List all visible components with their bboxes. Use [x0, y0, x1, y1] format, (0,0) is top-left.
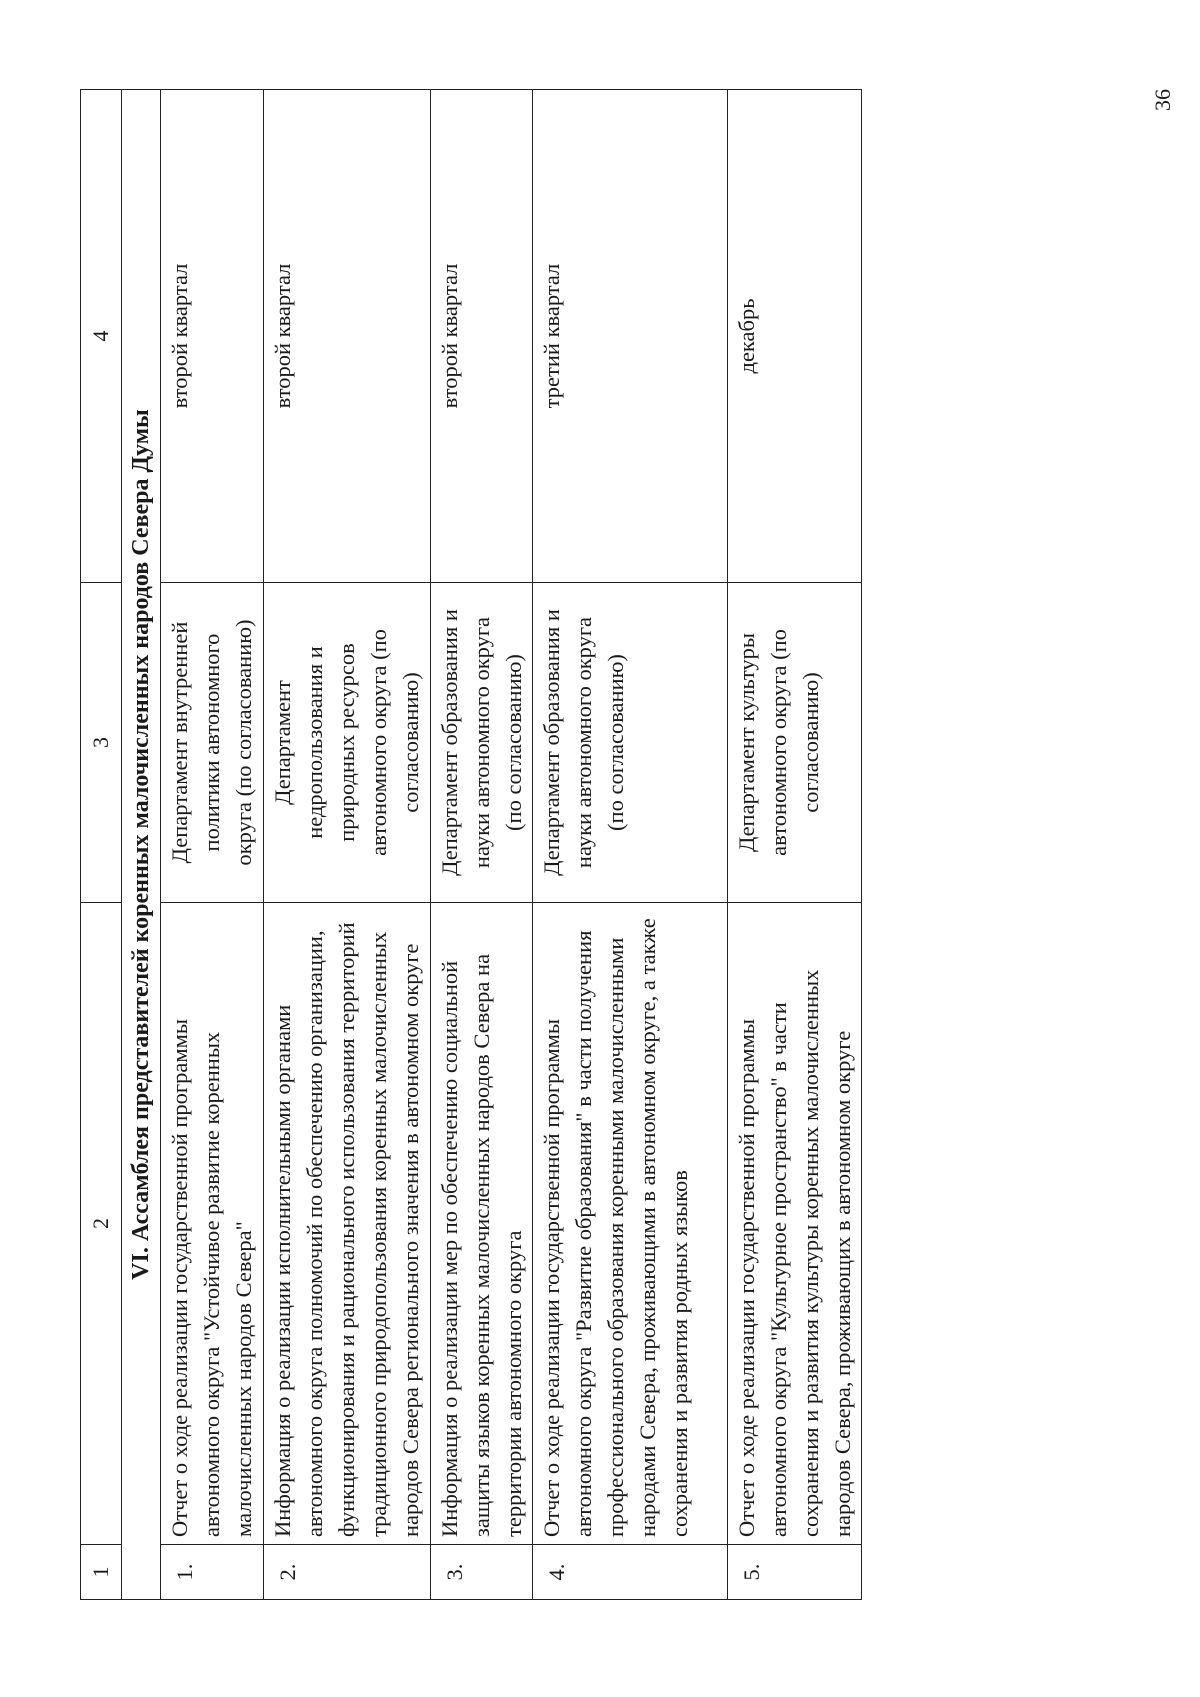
row-number: 2.: [264, 1545, 431, 1600]
table-row: [264, 90, 431, 1600]
row-responsible: [533, 583, 728, 903]
row-term: декабрь: [728, 90, 862, 583]
row-description: Отчет о ходе реализации государственной программы автономного округа "Культурное пространство" в части сохранения и развития культуры коренных малочисленных народов Севера, проживающих в автономном округе: [728, 903, 862, 1545]
header-col-4: 4: [81, 90, 122, 583]
table-row: [728, 90, 862, 1600]
row-number: 5.: [728, 1545, 862, 1600]
table-row: [161, 90, 264, 1600]
rotated-table-container: [80, 90, 880, 1600]
row-responsible: [728, 583, 862, 903]
section-row: [122, 90, 161, 1600]
responsible-text: Департамент внутренней политики автономного округа (по согласованию): [167, 619, 256, 866]
row-term: второй квартал: [264, 90, 431, 583]
page-number: 36: [1150, 89, 1175, 111]
responsible-text: Департамент образования и науки автономного округа (по согласованию): [437, 609, 526, 876]
row-description: Информация о реализации мер по обеспечению социальной защиты языков коренных малочисленных народов Севера на территории автономного округа: [431, 903, 533, 1545]
row-responsible: [431, 583, 533, 903]
table-header-row: [81, 90, 122, 1600]
row-description: Отчет о ходе реализации государственной программы автономного округа "Устойчивое развитие коренных малочисленных народов Севера": [161, 903, 264, 1545]
table-row: [533, 90, 728, 1600]
responsible-text: Департамент культуры автономного округа (по согласованию): [734, 629, 823, 856]
row-number: 1.: [161, 1545, 264, 1600]
header-col-1: 1: [81, 1545, 122, 1600]
plan-table: [80, 89, 862, 1600]
row-responsible: [264, 583, 431, 903]
row-number: 4.: [533, 1545, 728, 1600]
responsible-text: Департамент образования и науки автономного округа (по согласованию): [539, 609, 628, 876]
section-title: VI. Ассамблея представителей коренных малочисленных народов Севера Думы: [122, 90, 161, 1600]
row-number: 3.: [431, 1545, 533, 1600]
row-description: Отчет о ходе реализации государственной программы автономного округа "Развитие образования" в части получения профессионального образования коренными малочисленными народами Севера, проживающими в автономном округе, а также сохранения и развития родных языков: [533, 903, 728, 1545]
row-responsible: [161, 583, 264, 903]
row-term: третий квартал: [533, 90, 728, 583]
header-col-2: 2: [81, 903, 122, 1545]
table-row: [431, 90, 533, 1600]
responsible-text: Департамент недропользования и природных ресурсов автономного округа (по согласованию): [270, 629, 423, 856]
row-term: второй квартал: [431, 90, 533, 583]
row-description: Информация о реализации исполнительными органами автономного округа полномочий по обеспечению организации, функционирования и рационального использования территорий традиционного природопользования коренных малочисленных народов Севера регионального значения в автономном округе: [264, 903, 431, 1545]
row-term: второй квартал: [161, 90, 264, 583]
header-col-3: 3: [81, 583, 122, 903]
